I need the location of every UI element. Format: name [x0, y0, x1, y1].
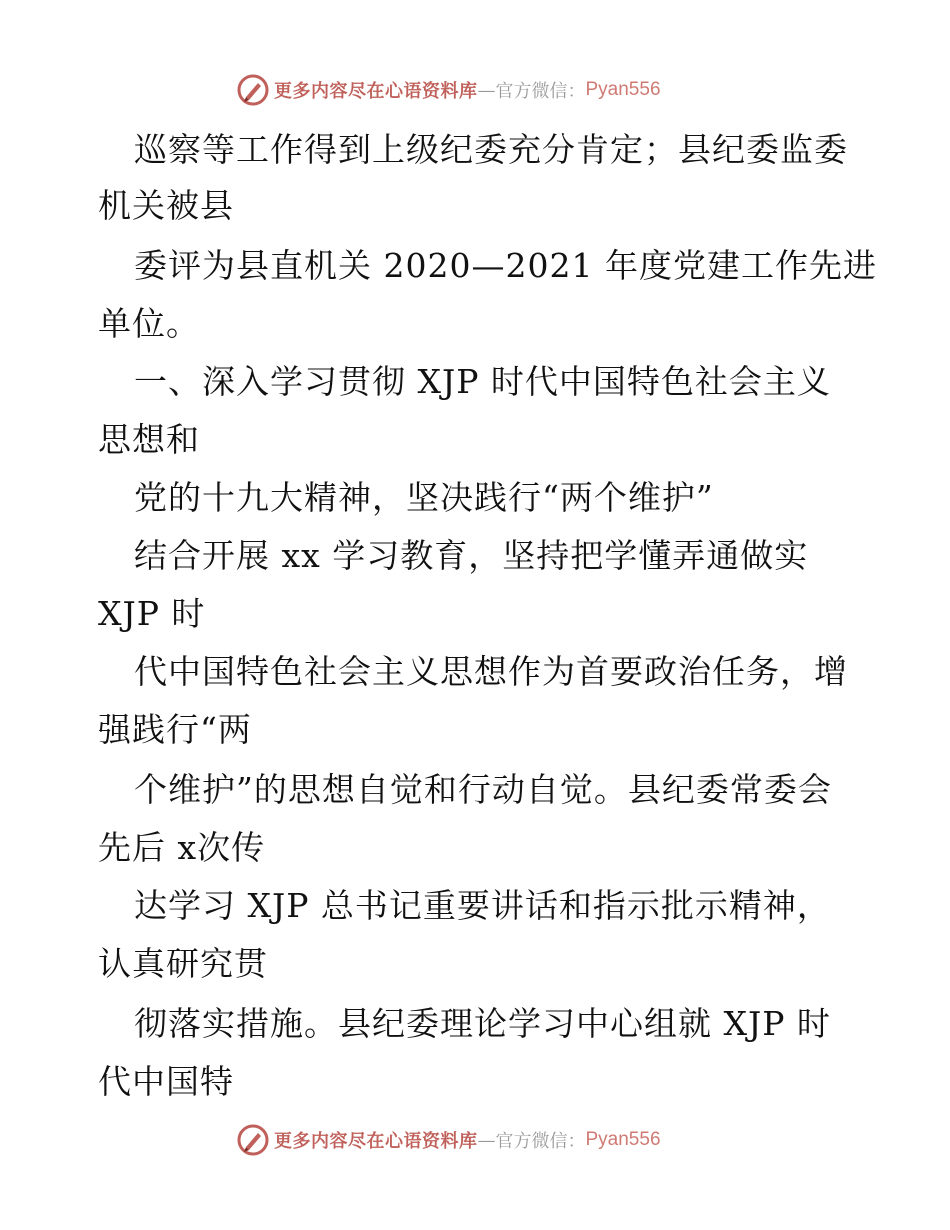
text-line: 单位。 — [98, 304, 200, 343]
header-watermark-banner — [236, 72, 661, 108]
text-line: 先后 x次传 — [98, 828, 266, 867]
banner-wechat-id: Pyan556 — [585, 1129, 661, 1150]
text-line: 认真研究贯 — [98, 944, 268, 983]
text-line: 巡察等工作得到上级纪委充分肯定；县纪委监委 — [134, 130, 848, 169]
pen-logo-icon — [236, 73, 270, 107]
text-line: 彻落实措施。县纪委理论学习中心组就 XJP 时 — [134, 1004, 831, 1043]
text-line: 个维护”的思想自觉和行动自觉。县纪委常委会 — [134, 770, 832, 809]
banner-main-text: 更多内容尽在心语资料库 — [274, 1131, 478, 1152]
banner-separator: — — [477, 79, 496, 101]
text-line: 代中国特 — [98, 1062, 234, 1101]
text-line: 党的十九大精神，坚决践行“两个维护” — [134, 478, 714, 517]
text-line: 达学习 XJP 总书记重要讲话和指示批示精神， — [134, 886, 831, 925]
text-line: 一、深入学习贯彻 XJP 时代中国特色社会主义 — [134, 362, 831, 401]
text-line: 委评为县直机关 2020—2021 年度党建工作先进 — [134, 246, 877, 285]
text-line: 思想和 — [98, 420, 200, 459]
footer-watermark-banner — [236, 1122, 661, 1158]
text-line: 结合开展 xx 学习教育，坚持把学懂弄通做实 — [134, 536, 809, 575]
pen-logo-icon — [236, 1123, 270, 1157]
banner-main-text: 更多内容尽在心语资料库 — [274, 81, 478, 102]
banner-wechat-label: 官方微信： — [495, 81, 586, 102]
banner-wechat-label: 官方微信： — [495, 1131, 586, 1152]
text-line: XJP 时 — [98, 594, 206, 633]
text-line: 机关被县 — [98, 186, 234, 225]
text-line: 强践行“两 — [98, 710, 252, 749]
text-line: 代中国特色社会主义思想作为首要政治任务，增 — [134, 652, 848, 691]
banner-wechat-id: Pyan556 — [585, 79, 661, 100]
banner-separator: — — [477, 1129, 496, 1151]
